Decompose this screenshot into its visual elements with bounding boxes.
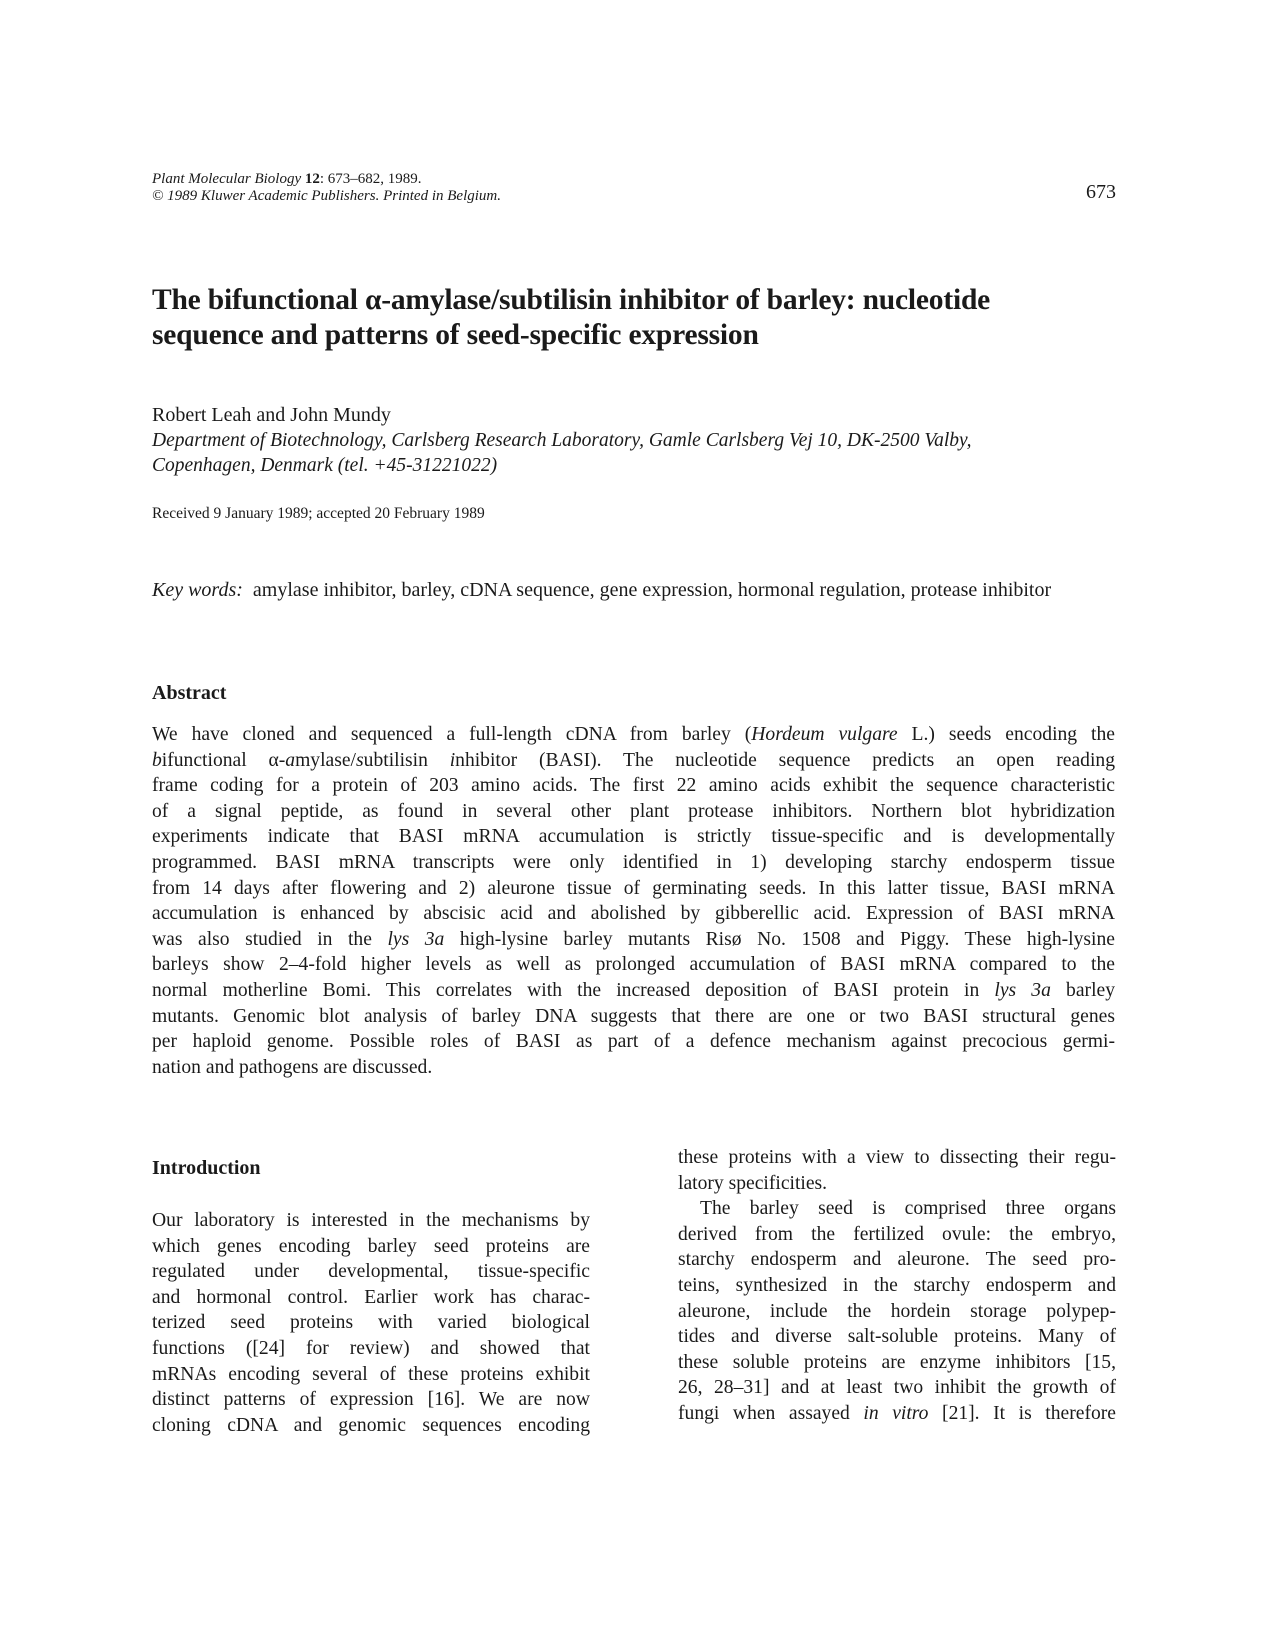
abstract-line: We have cloned and sequenced a full-length cDNA from barley (Hordeum vulgare L.) seeds encoding the: [152, 724, 1115, 745]
page-number: 673: [1086, 181, 1116, 203]
abstract-line: accumulation is enhanced by abscisic acid and abolished by gibberellic acid. Expression of BASI mRNA: [152, 903, 1115, 925]
intro-line: aleurone, include the hordein storage polypep-: [678, 1300, 1116, 1322]
copyright-text: © 1989 Kluwer Academic Publishers. Printed in Belgium.: [152, 188, 501, 204]
abstract-line: was also studied in the lys 3a high-lysine barley mutants Risø No. 1508 and Piggy. These high-lysine: [152, 928, 1115, 950]
keywords-text: amylase inhibitor, barley, cDNA sequence, gene expression, hormonal regulation, protease inhibitor: [252, 579, 1052, 601]
authors: Robert Leah and John Mundy: [152, 404, 391, 426]
intro-line: derived from the fertilized ovule: the embryo,: [678, 1223, 1116, 1245]
abstract-line: frame coding for a protein of 203 amino acids. The first 22 amino acids exhibit the sequence characteristic: [152, 775, 1115, 797]
journal-pages-year: : 673–682, 1989.: [319, 171, 422, 187]
intro-line: cloning cDNA and genomic sequences encoding: [152, 1414, 590, 1436]
abstract-body: [152, 722, 1115, 1080]
journal-line-1: [152, 171, 501, 188]
intro-line: tides and diverse salt-soluble proteins. Many of: [678, 1326, 1116, 1348]
abstract-line: programmed. BASI mRNA transcripts were only identified in 1) developing starchy endosperm tissue: [152, 851, 1115, 873]
keywords: [152, 578, 1115, 603]
intro-line: functions ([24] for review) and showed that: [152, 1337, 590, 1359]
title-line-2: sequence and patterns of seed-specific expression: [152, 319, 759, 351]
abstract-line: normal motherline Bomi. This correlates with the increased deposition of BASI protein in lys 3a barley: [152, 979, 1116, 1001]
introduction-heading: Introduction: [152, 1157, 261, 1179]
intro-line: distinct patterns of expression [16]. We are now: [152, 1389, 590, 1411]
intro-line: Our laboratory is interested in the mechanisms by: [152, 1210, 590, 1231]
abstract-line: from 14 days after flowering and 2) aleurone tissue of germinating seeds. In this latter tissue, BASI mRNA: [152, 877, 1115, 899]
intro-line: regulated under developmental, tissue-specific: [152, 1261, 590, 1283]
intro-line: mRNAs encoding several of these proteins exhibit: [152, 1363, 590, 1385]
intro-line: fungi when assayed in vitro [21]. It is therefore: [678, 1402, 1116, 1424]
journal-name: Plant Molecular Biology: [152, 171, 302, 187]
abstract-line: per haploid genome. Possible roles of BASI as part of a defence mechanism against precocious germi-: [152, 1031, 1115, 1053]
introduction-right-column: [678, 1145, 1116, 1427]
journal-line-2: [152, 188, 501, 205]
affiliation-line-1: Department of Biotechnology, Carlsberg Research Laboratory, Gamle Carlsberg Vej 10, DK-2500 Valby,: [152, 430, 972, 451]
title-line-1: The bifunctional α-amylase/subtilisin inhibitor of barley: nucleotide: [152, 284, 991, 316]
intro-line: The barley seed is comprised three organs: [700, 1198, 1116, 1220]
journal-volume: 12: [304, 171, 320, 187]
intro-line: and hormonal control. Earlier work has charac-: [152, 1286, 590, 1308]
intro-line: latory specificities.: [678, 1172, 828, 1194]
intro-line: which genes encoding barley seed proteins are: [152, 1235, 590, 1257]
paper-title: [152, 283, 1112, 353]
intro-line: these soluble proteins are enzyme inhibitors [15,: [678, 1351, 1116, 1373]
abstract-line: bifunctional α-amylase/subtilisin inhibitor (BASI). The nucleotide sequence predicts an open reading: [152, 749, 1115, 771]
intro-line: 26, 28–31] and at least two inhibit the growth of: [678, 1377, 1116, 1399]
journal-citation: [152, 171, 501, 205]
abstract-line: of a signal peptide, as found in several other plant protease inhibitors. Northern blot hybridization: [152, 800, 1115, 822]
affiliation-line-2: Copenhagen, Denmark (tel. +45-31221022): [152, 455, 498, 476]
abstract-line: experiments indicate that BASI mRNA accumulation is strictly tissue-specific and is developmentally: [152, 826, 1115, 848]
abstract-line: barleys show 2–4-fold higher levels as well as prolonged accumulation of BASI mRNA compared to the: [152, 954, 1115, 976]
intro-line: starchy endosperm and aleurone. The seed pro-: [678, 1249, 1116, 1271]
abstract-line: nation and pathogens are discussed.: [152, 1056, 433, 1078]
keywords-label: Key words:: [152, 579, 243, 601]
intro-line: teins, synthesized in the starchy endosperm and: [678, 1274, 1116, 1296]
introduction-left-column: [152, 1208, 590, 1438]
affiliation: [152, 428, 1112, 478]
abstract-heading: Abstract: [152, 682, 227, 704]
intro-line: terized seed proteins with varied biological: [152, 1312, 590, 1334]
received-dates: Received 9 January 1989; accepted 20 February 1989: [152, 505, 485, 522]
intro-line: these proteins with a view to dissecting their regu-: [678, 1147, 1116, 1168]
abstract-line: mutants. Genomic blot analysis of barley DNA suggests that there are one or two BASI structural genes: [152, 1005, 1115, 1027]
